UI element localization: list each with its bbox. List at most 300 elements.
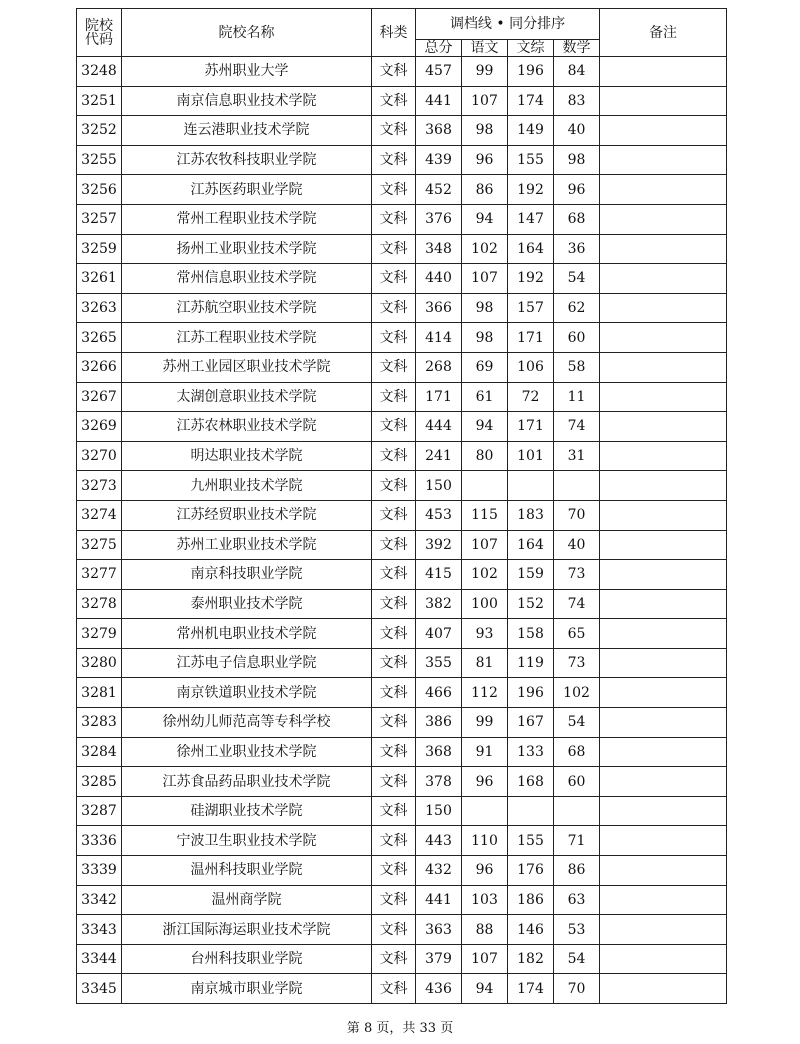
cell-total-score: 392 — [416, 530, 462, 560]
cell-comprehensive-score: 168 — [508, 767, 554, 797]
cell-math-score: 68 — [554, 737, 600, 767]
cell-school-code: 3285 — [77, 767, 122, 797]
table-row — [77, 619, 727, 649]
cell-total-score: 444 — [416, 412, 462, 442]
cell-remarks — [600, 944, 727, 974]
cell-remarks — [600, 560, 727, 590]
cell-school-name: 温州科技职业学院 — [122, 856, 372, 886]
cell-remarks — [600, 767, 727, 797]
cell-comprehensive-score: 174 — [508, 974, 554, 1004]
cell-math-score: 83 — [554, 86, 600, 116]
footer-total-pages: 33 — [419, 1021, 437, 1036]
cell-remarks — [600, 116, 727, 146]
cell-school-code: 3280 — [77, 648, 122, 678]
cell-category: 文科 — [372, 589, 416, 619]
cell-total-score: 348 — [416, 234, 462, 264]
cell-comprehensive-score: 174 — [508, 86, 554, 116]
cell-total-score: 453 — [416, 500, 462, 530]
table-row — [77, 412, 727, 442]
table-row — [77, 500, 727, 530]
cell-comprehensive-score: 176 — [508, 856, 554, 886]
cell-total-score: 415 — [416, 560, 462, 590]
cell-school-name: 徐州工业职业技术学院 — [122, 737, 372, 767]
cell-remarks — [600, 648, 727, 678]
cell-chinese-score: 107 — [462, 944, 508, 974]
cell-remarks — [600, 204, 727, 234]
score-table-wrapper — [76, 8, 727, 1004]
cell-remarks — [600, 856, 727, 886]
cell-school-name: 常州信息职业技术学院 — [122, 264, 372, 294]
table-row — [77, 560, 727, 590]
cell-comprehensive-score: 106 — [508, 352, 554, 382]
cell-category: 文科 — [372, 885, 416, 915]
cell-chinese-score: 115 — [462, 500, 508, 530]
cell-school-name: 南京城市职业学院 — [122, 974, 372, 1004]
cell-chinese-score: 96 — [462, 856, 508, 886]
cell-school-name: 南京科技职业学院 — [122, 560, 372, 590]
cell-remarks — [600, 974, 727, 1004]
cell-remarks — [600, 412, 727, 442]
cell-school-code: 3277 — [77, 560, 122, 590]
header-math-score: 数学 — [554, 40, 600, 57]
cell-chinese-score: 94 — [462, 204, 508, 234]
cell-school-code: 3336 — [77, 826, 122, 856]
cell-category: 文科 — [372, 915, 416, 945]
cell-comprehensive-score: 171 — [508, 323, 554, 353]
cell-school-name: 常州工程职业技术学院 — [122, 204, 372, 234]
cell-remarks — [600, 86, 727, 116]
cell-total-score: 368 — [416, 116, 462, 146]
cell-chinese-score: 80 — [462, 441, 508, 471]
cell-total-score: 382 — [416, 589, 462, 619]
cell-total-score: 452 — [416, 175, 462, 205]
cell-school-code: 3259 — [77, 234, 122, 264]
table-row — [77, 915, 727, 945]
cell-total-score: 414 — [416, 323, 462, 353]
cell-comprehensive-score: 133 — [508, 737, 554, 767]
admission-score-table — [76, 8, 727, 1004]
cell-category: 文科 — [372, 145, 416, 175]
cell-chinese-score: 81 — [462, 648, 508, 678]
table-row — [77, 678, 727, 708]
cell-school-name: 连云港职业技术学院 — [122, 116, 372, 146]
cell-math-score: 60 — [554, 323, 600, 353]
cell-category: 文科 — [372, 86, 416, 116]
cell-comprehensive-score: 72 — [508, 382, 554, 412]
table-body — [77, 57, 727, 1004]
cell-total-score: 432 — [416, 856, 462, 886]
cell-category: 文科 — [372, 796, 416, 826]
header-school-name: 院校名称 — [122, 9, 372, 57]
cell-comprehensive-score: 157 — [508, 293, 554, 323]
cell-school-name: 宁波卫生职业技术学院 — [122, 826, 372, 856]
cell-remarks — [600, 885, 727, 915]
cell-chinese-score — [462, 471, 508, 501]
cell-school-code: 3342 — [77, 885, 122, 915]
cell-school-name: 台州科技职业学院 — [122, 944, 372, 974]
cell-school-name: 江苏航空职业技术学院 — [122, 293, 372, 323]
cell-chinese-score — [462, 796, 508, 826]
cell-math-score: 73 — [554, 648, 600, 678]
cell-school-code: 3263 — [77, 293, 122, 323]
cell-math-score: 86 — [554, 856, 600, 886]
cell-school-name: 苏州工业园区职业技术学院 — [122, 352, 372, 382]
cell-remarks — [600, 500, 727, 530]
cell-remarks — [600, 796, 727, 826]
cell-category: 文科 — [372, 530, 416, 560]
cell-school-name: 泰州职业技术学院 — [122, 589, 372, 619]
cell-comprehensive-score: 183 — [508, 500, 554, 530]
cell-comprehensive-score: 152 — [508, 589, 554, 619]
header-total-score: 总分 — [416, 40, 462, 57]
cell-math-score: 53 — [554, 915, 600, 945]
cell-math-score: 74 — [554, 412, 600, 442]
table-row — [77, 382, 727, 412]
cell-total-score: 440 — [416, 264, 462, 294]
cell-category: 文科 — [372, 323, 416, 353]
footer-suffix: 页 — [440, 1021, 454, 1036]
cell-category: 文科 — [372, 175, 416, 205]
cell-chinese-score: 98 — [462, 116, 508, 146]
cell-comprehensive-score: 192 — [508, 175, 554, 205]
cell-school-code: 3283 — [77, 708, 122, 738]
table-row — [77, 234, 727, 264]
footer-page-number: 8 — [363, 1021, 373, 1036]
header-school-code: 院校 代码 — [77, 9, 122, 57]
cell-math-score: 68 — [554, 204, 600, 234]
table-row — [77, 86, 727, 116]
table-row — [77, 856, 727, 886]
cell-chinese-score: 107 — [462, 530, 508, 560]
cell-total-score: 441 — [416, 885, 462, 915]
cell-total-score: 355 — [416, 648, 462, 678]
cell-chinese-score: 107 — [462, 86, 508, 116]
cell-total-score: 366 — [416, 293, 462, 323]
table-row — [77, 944, 727, 974]
cell-school-name: 南京铁道职业技术学院 — [122, 678, 372, 708]
cell-school-code: 3255 — [77, 145, 122, 175]
cell-category: 文科 — [372, 560, 416, 590]
table-row — [77, 974, 727, 1004]
table-row — [77, 826, 727, 856]
cell-comprehensive-score — [508, 471, 554, 501]
cell-remarks — [600, 57, 727, 87]
table-row — [77, 708, 727, 738]
cell-category: 文科 — [372, 648, 416, 678]
cell-chinese-score: 61 — [462, 382, 508, 412]
cell-chinese-score: 88 — [462, 915, 508, 945]
cell-school-name: 常州机电职业技术学院 — [122, 619, 372, 649]
cell-remarks — [600, 589, 727, 619]
cell-category: 文科 — [372, 412, 416, 442]
cell-math-score: 11 — [554, 382, 600, 412]
table-row — [77, 441, 727, 471]
cell-category: 文科 — [372, 264, 416, 294]
cell-comprehensive-score: 146 — [508, 915, 554, 945]
cell-category: 文科 — [372, 352, 416, 382]
cell-remarks — [600, 915, 727, 945]
cell-remarks — [600, 145, 727, 175]
cell-remarks — [600, 293, 727, 323]
cell-total-score: 379 — [416, 944, 462, 974]
cell-chinese-score: 112 — [462, 678, 508, 708]
cell-school-name: 江苏经贸职业技术学院 — [122, 500, 372, 530]
cell-comprehensive-score: 196 — [508, 57, 554, 87]
cell-chinese-score: 102 — [462, 560, 508, 590]
cell-category: 文科 — [372, 204, 416, 234]
header-comprehensive-score: 文综 — [508, 40, 554, 57]
cell-school-code: 3251 — [77, 86, 122, 116]
cell-remarks — [600, 264, 727, 294]
cell-category: 文科 — [372, 293, 416, 323]
cell-category: 文科 — [372, 944, 416, 974]
cell-total-score: 436 — [416, 974, 462, 1004]
cell-remarks — [600, 678, 727, 708]
cell-total-score: 368 — [416, 737, 462, 767]
cell-math-score: 58 — [554, 352, 600, 382]
table-row — [77, 885, 727, 915]
cell-total-score: 378 — [416, 767, 462, 797]
cell-category: 文科 — [372, 767, 416, 797]
cell-category: 文科 — [372, 737, 416, 767]
cell-school-name: 江苏食品药品职业技术学院 — [122, 767, 372, 797]
cell-chinese-score: 99 — [462, 708, 508, 738]
cell-total-score: 441 — [416, 86, 462, 116]
cell-total-score: 443 — [416, 826, 462, 856]
cell-total-score: 268 — [416, 352, 462, 382]
cell-category: 文科 — [372, 619, 416, 649]
cell-remarks — [600, 471, 727, 501]
cell-math-score: 98 — [554, 145, 600, 175]
cell-school-code: 3261 — [77, 264, 122, 294]
cell-school-code: 3275 — [77, 530, 122, 560]
cell-remarks — [600, 352, 727, 382]
table-row — [77, 293, 727, 323]
cell-math-score — [554, 796, 600, 826]
cell-math-score: 102 — [554, 678, 600, 708]
header-chinese-score: 语文 — [462, 40, 508, 57]
cell-remarks — [600, 530, 727, 560]
cell-total-score: 386 — [416, 708, 462, 738]
table-row — [77, 264, 727, 294]
cell-remarks — [600, 826, 727, 856]
cell-math-score: 54 — [554, 944, 600, 974]
cell-math-score: 62 — [554, 293, 600, 323]
cell-school-name: 苏州职业大学 — [122, 57, 372, 87]
cell-comprehensive-score: 182 — [508, 944, 554, 974]
cell-remarks — [600, 234, 727, 264]
header-score-group: 调档线 • 同分排序 — [416, 9, 600, 40]
cell-math-score: 74 — [554, 589, 600, 619]
cell-total-score: 363 — [416, 915, 462, 945]
cell-comprehensive-score: 158 — [508, 619, 554, 649]
cell-remarks — [600, 382, 727, 412]
cell-comprehensive-score: 167 — [508, 708, 554, 738]
cell-category: 文科 — [372, 441, 416, 471]
cell-school-code: 3287 — [77, 796, 122, 826]
cell-comprehensive-score: 149 — [508, 116, 554, 146]
cell-math-score: 54 — [554, 708, 600, 738]
cell-total-score: 376 — [416, 204, 462, 234]
cell-school-code: 3269 — [77, 412, 122, 442]
cell-remarks — [600, 737, 727, 767]
cell-chinese-score: 110 — [462, 826, 508, 856]
cell-total-score: 150 — [416, 471, 462, 501]
cell-comprehensive-score — [508, 796, 554, 826]
cell-remarks — [600, 175, 727, 205]
cell-math-score: 71 — [554, 826, 600, 856]
cell-math-score: 40 — [554, 530, 600, 560]
table-row — [77, 589, 727, 619]
cell-comprehensive-score: 192 — [508, 264, 554, 294]
page-footer — [0, 1017, 800, 1036]
cell-comprehensive-score: 147 — [508, 204, 554, 234]
cell-math-score: 54 — [554, 264, 600, 294]
table-row — [77, 648, 727, 678]
header-remarks: 备注 — [600, 9, 727, 57]
cell-comprehensive-score: 155 — [508, 826, 554, 856]
cell-total-score: 466 — [416, 678, 462, 708]
cell-school-code: 3248 — [77, 57, 122, 87]
cell-chinese-score: 99 — [462, 57, 508, 87]
cell-school-name: 硅湖职业技术学院 — [122, 796, 372, 826]
cell-category: 文科 — [372, 57, 416, 87]
cell-category: 文科 — [372, 856, 416, 886]
cell-school-code: 3344 — [77, 944, 122, 974]
cell-chinese-score: 94 — [462, 412, 508, 442]
footer-middle: 页，共 — [376, 1021, 416, 1036]
cell-comprehensive-score: 171 — [508, 412, 554, 442]
cell-math-score: 84 — [554, 57, 600, 87]
cell-school-code: 3339 — [77, 856, 122, 886]
cell-chinese-score: 102 — [462, 234, 508, 264]
cell-school-code: 3278 — [77, 589, 122, 619]
cell-chinese-score: 93 — [462, 619, 508, 649]
cell-chinese-score: 100 — [462, 589, 508, 619]
cell-school-code: 3279 — [77, 619, 122, 649]
cell-math-score: 96 — [554, 175, 600, 205]
cell-remarks — [600, 619, 727, 649]
cell-math-score: 40 — [554, 116, 600, 146]
cell-school-code: 3266 — [77, 352, 122, 382]
cell-chinese-score: 103 — [462, 885, 508, 915]
table-row — [77, 323, 727, 353]
cell-school-name: 明达职业技术学院 — [122, 441, 372, 471]
cell-chinese-score: 98 — [462, 293, 508, 323]
table-row — [77, 796, 727, 826]
cell-school-code: 3284 — [77, 737, 122, 767]
cell-chinese-score: 96 — [462, 145, 508, 175]
cell-school-code: 3257 — [77, 204, 122, 234]
cell-math-score: 73 — [554, 560, 600, 590]
cell-math-score: 31 — [554, 441, 600, 471]
cell-math-score: 70 — [554, 500, 600, 530]
cell-category: 文科 — [372, 678, 416, 708]
cell-school-code: 3281 — [77, 678, 122, 708]
table-row — [77, 116, 727, 146]
cell-remarks — [600, 708, 727, 738]
cell-category: 文科 — [372, 708, 416, 738]
cell-math-score: 36 — [554, 234, 600, 264]
cell-school-name: 徐州幼儿师范高等专科学校 — [122, 708, 372, 738]
cell-math-score: 63 — [554, 885, 600, 915]
table-row — [77, 204, 727, 234]
cell-school-code: 3273 — [77, 471, 122, 501]
cell-chinese-score: 86 — [462, 175, 508, 205]
table-row — [77, 145, 727, 175]
cell-total-score: 439 — [416, 145, 462, 175]
cell-school-code: 3345 — [77, 974, 122, 1004]
cell-school-name: 江苏农林职业技术学院 — [122, 412, 372, 442]
cell-school-name: 江苏医药职业学院 — [122, 175, 372, 205]
cell-chinese-score: 94 — [462, 974, 508, 1004]
cell-school-code: 3343 — [77, 915, 122, 945]
table-row — [77, 352, 727, 382]
cell-total-score: 171 — [416, 382, 462, 412]
cell-school-name: 苏州工业职业技术学院 — [122, 530, 372, 560]
cell-category: 文科 — [372, 382, 416, 412]
cell-school-name: 浙江国际海运职业技术学院 — [122, 915, 372, 945]
table-row — [77, 471, 727, 501]
cell-school-code: 3265 — [77, 323, 122, 353]
cell-school-name: 江苏电子信息职业学院 — [122, 648, 372, 678]
cell-total-score: 150 — [416, 796, 462, 826]
cell-category: 文科 — [372, 234, 416, 264]
cell-total-score: 407 — [416, 619, 462, 649]
cell-comprehensive-score: 196 — [508, 678, 554, 708]
cell-category: 文科 — [372, 116, 416, 146]
cell-school-name: 江苏农牧科技职业学院 — [122, 145, 372, 175]
header-category: 科类 — [372, 9, 416, 57]
cell-school-name: 南京信息职业技术学院 — [122, 86, 372, 116]
cell-comprehensive-score: 101 — [508, 441, 554, 471]
cell-comprehensive-score: 119 — [508, 648, 554, 678]
cell-school-code: 3252 — [77, 116, 122, 146]
cell-school-name: 温州商学院 — [122, 885, 372, 915]
cell-total-score: 241 — [416, 441, 462, 471]
cell-comprehensive-score: 164 — [508, 530, 554, 560]
cell-chinese-score: 91 — [462, 737, 508, 767]
cell-category: 文科 — [372, 974, 416, 1004]
cell-math-score — [554, 471, 600, 501]
cell-category: 文科 — [372, 471, 416, 501]
cell-school-code: 3256 — [77, 175, 122, 205]
cell-school-code: 3270 — [77, 441, 122, 471]
cell-math-score: 65 — [554, 619, 600, 649]
cell-chinese-score: 107 — [462, 264, 508, 294]
cell-total-score: 457 — [416, 57, 462, 87]
cell-remarks — [600, 323, 727, 353]
table-row — [77, 57, 727, 87]
cell-chinese-score: 69 — [462, 352, 508, 382]
cell-comprehensive-score: 186 — [508, 885, 554, 915]
cell-school-name: 太湖创意职业技术学院 — [122, 382, 372, 412]
cell-category: 文科 — [372, 826, 416, 856]
cell-school-code: 3274 — [77, 500, 122, 530]
cell-math-score: 70 — [554, 974, 600, 1004]
cell-math-score: 60 — [554, 767, 600, 797]
table-row — [77, 530, 727, 560]
cell-comprehensive-score: 155 — [508, 145, 554, 175]
cell-chinese-score: 96 — [462, 767, 508, 797]
cell-remarks — [600, 441, 727, 471]
cell-school-code: 3267 — [77, 382, 122, 412]
cell-comprehensive-score: 159 — [508, 560, 554, 590]
cell-comprehensive-score: 164 — [508, 234, 554, 264]
cell-school-name: 江苏工程职业技术学院 — [122, 323, 372, 353]
cell-category: 文科 — [372, 500, 416, 530]
footer-prefix: 第 — [346, 1021, 360, 1036]
